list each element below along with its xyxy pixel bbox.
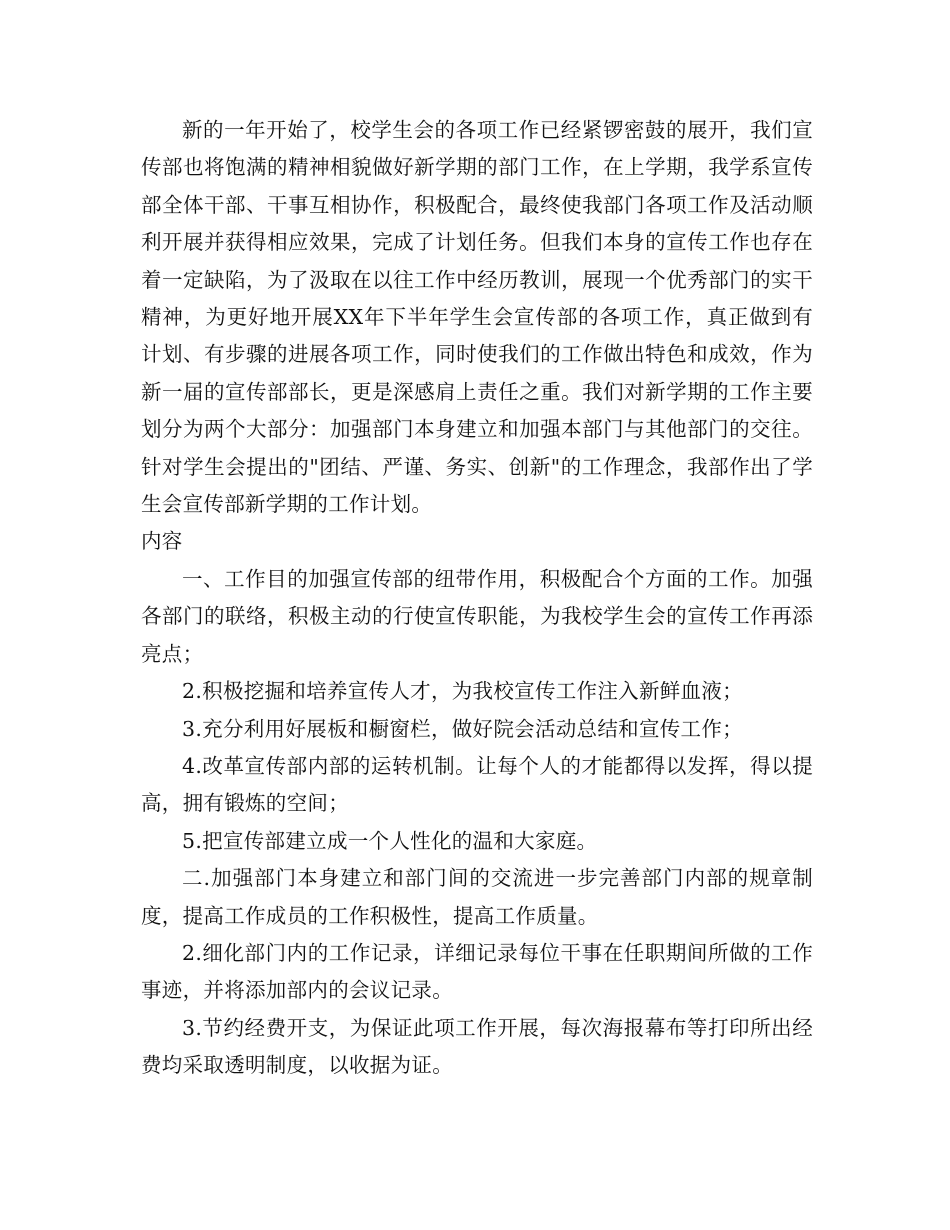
paragraph-intro: 新的一年开始了，校学生会的各项工作已经紧锣密鼓的展开，我们宣传部也将饱满的精神相貌做好新学期的部门工作，在上学期，我学系宣传部全体干部、干事互相协作，积极配合，最终使我部门各项工作及活动顺利开展并获得相应效果，完成了计划任务。但我们本身的宣传工作也存在着一定缺陷，为了汲取在以往工作中经历教训，展现一个优秀部门的实干精神，为更好地开展XX年下半年学生会宣传部的各项工作，真正做到有计划、有步骤的进展各项工作，同时使我们的工作做出特色和成效，作为新一届的宣传部部长，更是深感肩上责任之重。我们对新学期的工作主要划分为两个大部分：加强部门本身建立和加强本部门与其他部门的交往。针对学生会提出的"团结、严谨、务实、创新"的工作理念，我部作出了学生会宣传部新学期的工作计划。	[141, 118, 813, 517]
paragraph-goal-4: 4.改革宣传部内部的运转机制。让每个人的才能都得以发挥，得以提高，拥有锻炼的空间；	[141, 753, 813, 816]
paragraph-goal-5: 5.把宣传部建立成一个人性化的温和大家庭。	[182, 828, 598, 853]
paragraph-goal-3: 3.充分利用好展板和橱窗栏，做好院会活动总结和宣传工作；	[182, 716, 743, 741]
paragraph-goal-1: 一、工作目的加强宣传部的纽带作用，积极配合个方面的工作。加强各部门的联络，积极主动的行使宣传职能，为我校学生会的宣传工作再添亮点；	[141, 566, 813, 666]
document-body	[141, 112, 813, 1085]
paragraph-section-2-item-3: 3.节约经费开支，为保证此项工作开展，每次海报幕布等打印所出经费均采取透明制度，以收据为证。	[141, 1015, 813, 1078]
paragraph-section-2: 二.加强部门本身建立和部门间的交流进一步完善部门内部的规章制度，提高工作成员的工作积极性，提高工作质量。	[141, 866, 813, 928]
paragraph-section-2-item-2: 2.细化部门内的工作记录，详细记录每位干事在任职期间所做的工作事迹，并将添加部内的会议记录。	[141, 940, 813, 1003]
paragraph-content-heading: 内容	[141, 529, 183, 554]
paragraph-goal-2: 2.积极挖掘和培养宣传人才，为我校宣传工作注入新鲜血液；	[182, 679, 743, 704]
